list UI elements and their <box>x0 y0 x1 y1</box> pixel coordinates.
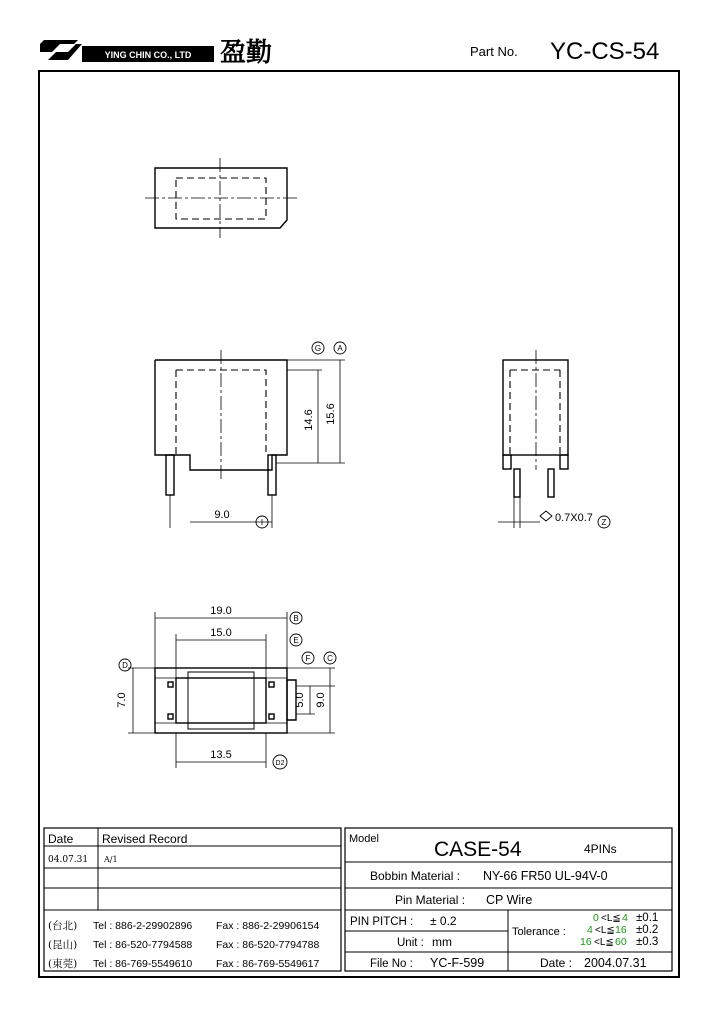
svg-text:<L≦: <L≦ <box>594 937 614 948</box>
contact-tel-dongguan: Tel : 86-769-5549610 <box>93 958 193 970</box>
svg-text:0: 0 <box>593 912 599 924</box>
svg-text:G: G <box>314 344 322 353</box>
record-header: Revised Record <box>102 832 188 846</box>
pins-value: 4PINs <box>584 842 617 856</box>
svg-text:±0.1: ±0.1 <box>636 912 659 924</box>
unit-value: mm <box>432 935 452 949</box>
dim-height-outer: 15.6 <box>325 403 337 425</box>
date-value: 2004.07.31 <box>584 956 647 970</box>
revision-date: 04.07.31 <box>48 855 89 865</box>
dim-width-outer: 19.0 <box>210 605 232 617</box>
dim-pin-span: 13.5 <box>210 749 232 761</box>
svg-text:60: 60 <box>615 936 627 948</box>
svg-text:±0.2: ±0.2 <box>636 924 659 936</box>
svg-text:4: 4 <box>587 924 593 936</box>
contact-fax-dongguan: Fax : 86-769-5549617 <box>216 958 320 970</box>
dim-pin-size: 0.7X0.7 <box>555 512 593 524</box>
svg-text:Z: Z <box>601 518 607 527</box>
svg-text:A: A <box>337 344 343 353</box>
file-no-label: File No : <box>370 958 413 970</box>
svg-text:16: 16 <box>615 924 627 936</box>
dim-height-inner: 14.6 <box>303 409 315 431</box>
contact-place-taipei: (台北) <box>48 920 78 932</box>
front-view <box>155 350 345 528</box>
model-label: Model <box>349 833 379 845</box>
tolerance-row-3 <box>580 936 658 948</box>
svg-text:<L≦: <L≦ <box>601 913 621 924</box>
svg-text:F: F <box>305 654 311 663</box>
unit-label: Unit : <box>397 937 424 949</box>
svg-text:4: 4 <box>622 912 628 924</box>
svg-text:<L≦: <L≦ <box>595 925 615 936</box>
ref-z <box>598 516 610 528</box>
ref-d2 <box>273 755 287 769</box>
ref-g <box>312 342 324 354</box>
date-header: Date <box>48 832 74 846</box>
model-value: CASE-54 <box>434 838 522 861</box>
ref-c <box>324 652 336 664</box>
svg-text:E: E <box>293 636 299 645</box>
svg-text:16: 16 <box>580 936 592 948</box>
company-name-cn: 盈勤 <box>220 38 273 68</box>
bobbin-material-label: Bobbin Material : <box>370 869 461 883</box>
top-view <box>145 158 297 238</box>
ref-f <box>302 652 314 664</box>
dim-height-outer-bottom: 9.0 <box>315 692 327 708</box>
contact-tel-kunshan: Tel : 86-520-7794588 <box>93 939 193 951</box>
side-view <box>498 350 568 528</box>
ref-e <box>290 634 302 646</box>
svg-text:I: I <box>260 518 264 527</box>
pin-material-value: CP Wire <box>486 893 533 907</box>
date-label: Date : <box>540 956 573 970</box>
svg-text:D2: D2 <box>275 760 285 767</box>
dim-pin-spacing: 9.0 <box>214 509 230 521</box>
contact-fax-kunshan: Fax : 86-520-7794788 <box>216 939 320 951</box>
file-no-value: YC-F-599 <box>430 956 485 970</box>
svg-text:D: D <box>122 661 128 670</box>
bobbin-material-value: NY-66 FR50 UL-94V-0 <box>483 869 608 883</box>
contact-fax-taipei: Fax : 886-2-29906154 <box>216 920 320 932</box>
pin-pitch-value: ± 0.2 <box>430 914 457 928</box>
dim-height-inner-bottom: 5.0 <box>294 692 306 708</box>
ref-a <box>334 342 346 354</box>
pin-pitch-label: PIN PITCH : <box>350 916 414 928</box>
ref-b <box>290 612 302 624</box>
revision-record: A/1 <box>104 855 118 864</box>
tolerance-row-2 <box>587 924 658 936</box>
pin-material-label: Pin Material : <box>395 893 466 907</box>
svg-text:C: C <box>327 654 333 663</box>
company-name-en: YING CHIN CO., LTD <box>104 50 192 60</box>
part-no-value: YC-CS-54 <box>550 38 660 65</box>
svg-text:±0.3: ±0.3 <box>636 936 659 948</box>
tolerance-label: Tolerance : <box>512 926 566 938</box>
contact-place-kunshan: (昆山) <box>48 939 78 951</box>
dim-width-inner: 15.0 <box>210 627 232 639</box>
contact-tel-taipei: Tel : 886-2-29902896 <box>93 920 193 932</box>
svg-text:B: B <box>293 614 299 623</box>
dim-height-left: 7.0 <box>116 692 128 708</box>
tolerance-row-1 <box>593 912 658 924</box>
ref-d <box>119 659 131 671</box>
contact-place-dongguan: (東莞) <box>48 958 78 970</box>
part-no-label: Part No. <box>470 44 518 59</box>
